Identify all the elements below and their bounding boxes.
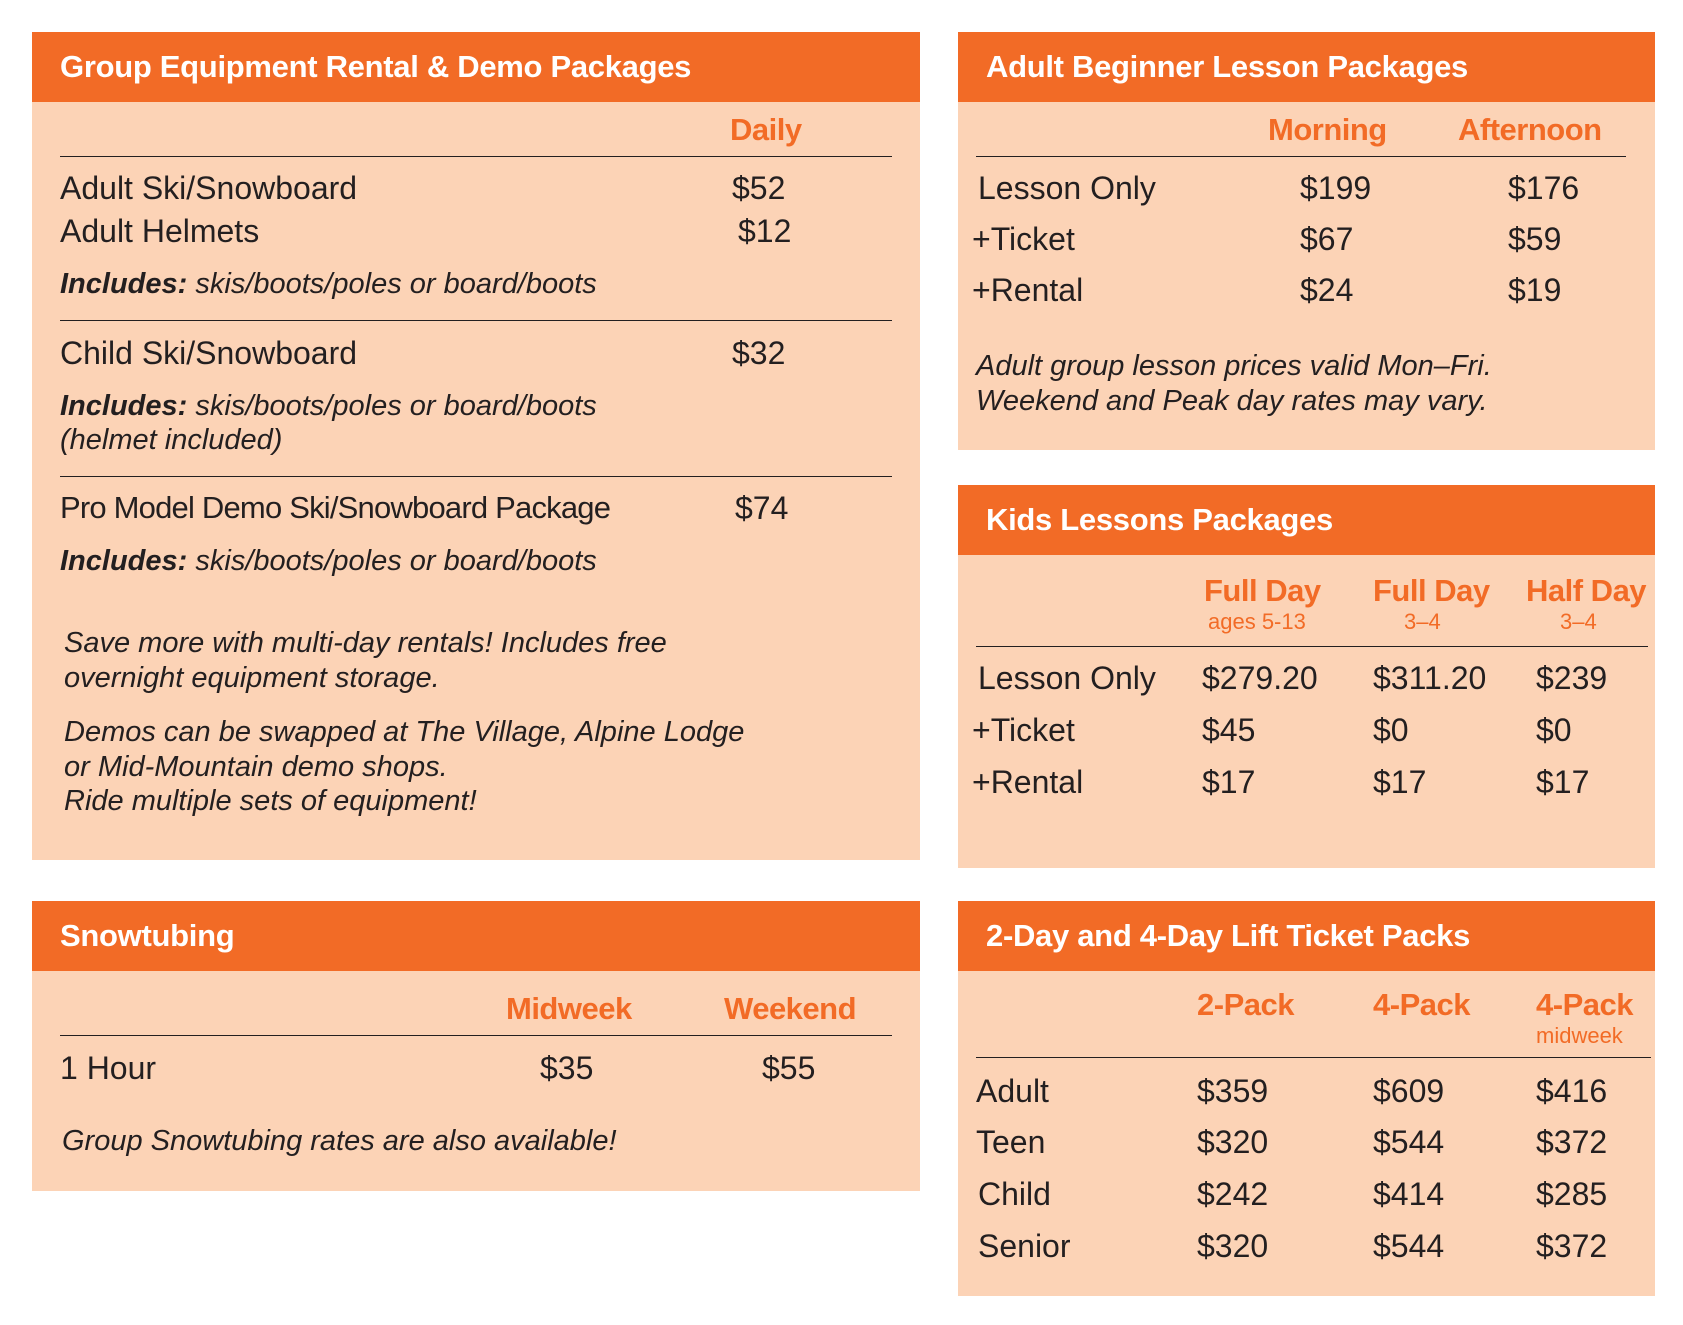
kids-row-3-v1: $17 bbox=[1202, 764, 1256, 800]
rental-note1-line1: Save more with multi-day rentals! Includes free bbox=[64, 627, 667, 659]
rental-card bbox=[32, 32, 920, 860]
kids-col-2: Full Day bbox=[1373, 573, 1490, 608]
rental-col-daily: Daily bbox=[730, 112, 802, 147]
rental-pro-model-price: $74 bbox=[735, 490, 789, 526]
lift-row-3-v2: $414 bbox=[1373, 1176, 1445, 1212]
rental-child-ski-price: $32 bbox=[732, 335, 786, 371]
rental-adult-helmets-label: Adult Helmets bbox=[60, 213, 260, 249]
rental-note2-line1: Demos can be swapped at The Village, Alpine Lodge bbox=[64, 716, 745, 748]
lift-packs-card bbox=[958, 901, 1655, 1296]
kids-row-3-v2: $17 bbox=[1373, 764, 1427, 800]
rental-note2-line2: or Mid-Mountain demo shops. bbox=[64, 751, 448, 783]
pro-includes-text: skis/boots/poles or board/boots bbox=[187, 545, 597, 577]
snowtubing-weekend-price: $55 bbox=[762, 1050, 816, 1086]
lift-col-4pack-midweek-sub: midweek bbox=[1536, 1023, 1623, 1048]
lift-row-1-v3: $416 bbox=[1536, 1073, 1608, 1109]
kids-row-1-label: Lesson Only bbox=[978, 660, 1156, 696]
kids-col-1-sub: ages 5-13 bbox=[1208, 609, 1306, 634]
snowtubing-note: Group Snowtubing rates are also available! bbox=[62, 1125, 617, 1157]
adult-lessons-col-morning: Morning bbox=[1268, 112, 1387, 147]
lift-packs-title: 2-Day and 4-Day Lift Ticket Packs bbox=[958, 901, 1655, 971]
rental-adult-helmets-price: $12 bbox=[738, 213, 792, 249]
adult-lessons-note-line2: Weekend and Peak day rates may vary. bbox=[976, 385, 1488, 417]
rental-note2-line3: Ride multiple sets of equipment! bbox=[64, 785, 477, 817]
lift-row-3-v3: $285 bbox=[1536, 1176, 1608, 1212]
snowtubing-row-label: 1 Hour bbox=[60, 1050, 157, 1086]
pro-includes-label: Includes: bbox=[60, 545, 188, 577]
includes-label: Includes: bbox=[60, 268, 188, 300]
rental-title: Group Equipment Rental & Demo Packages bbox=[32, 32, 920, 102]
lift-col-4pack: 4-Pack bbox=[1373, 987, 1470, 1022]
adult-lessons-row-1-label: Lesson Only bbox=[978, 170, 1156, 206]
kids-row-3-label: +Rental bbox=[972, 764, 1084, 800]
rental-rule-2 bbox=[60, 320, 892, 321]
kids-row-1-v3: $239 bbox=[1536, 660, 1608, 696]
adult-lessons-row-1-afternoon: $176 bbox=[1508, 170, 1580, 206]
adult-lessons-header-rule bbox=[976, 156, 1626, 157]
lift-row-2-v3: $372 bbox=[1536, 1124, 1608, 1160]
lift-row-4-label: Senior bbox=[978, 1228, 1071, 1264]
kids-row-2-v1: $45 bbox=[1202, 712, 1256, 748]
lift-row-1-v1: $359 bbox=[1197, 1073, 1269, 1109]
rental-pro-includes bbox=[60, 545, 597, 578]
snowtubing-col-midweek: Midweek bbox=[506, 991, 632, 1026]
rental-adult-includes bbox=[60, 268, 597, 301]
lift-row-2-v1: $320 bbox=[1197, 1124, 1269, 1160]
adult-lessons-note-line1: Adult group lesson prices valid Mon–Fri. bbox=[976, 350, 1492, 382]
adult-lessons-row-2-afternoon: $59 bbox=[1508, 221, 1562, 257]
lift-row-4-v1: $320 bbox=[1197, 1228, 1269, 1264]
kids-row-1-v2: $311.20 bbox=[1373, 660, 1487, 696]
snowtubing-card bbox=[32, 901, 920, 1191]
rental-child-ski-label: Child Ski/Snowboard bbox=[60, 335, 358, 371]
kids-row-2-v2: $0 bbox=[1373, 712, 1409, 748]
snowtubing-title: Snowtubing bbox=[32, 901, 920, 971]
adult-lessons-row-2-morning: $67 bbox=[1300, 221, 1354, 257]
rental-header-rule bbox=[60, 156, 892, 157]
rental-pro-model-label: Pro Model Demo Ski/Snowboard Package bbox=[60, 490, 611, 525]
child-includes-text: skis/boots/poles or board/boots bbox=[187, 390, 597, 422]
adult-lessons-card bbox=[958, 32, 1655, 450]
lift-header-rule bbox=[976, 1057, 1651, 1058]
lift-row-1-v2: $609 bbox=[1373, 1073, 1445, 1109]
kids-header-rule bbox=[976, 646, 1648, 647]
kids-col-2-sub: 3–4 bbox=[1404, 609, 1441, 634]
lift-row-3-v1: $242 bbox=[1197, 1176, 1269, 1212]
kids-row-2-v3: $0 bbox=[1536, 712, 1572, 748]
snowtubing-midweek-price: $35 bbox=[540, 1050, 594, 1086]
lift-row-4-v3: $372 bbox=[1536, 1228, 1608, 1264]
rental-adult-ski-label: Adult Ski/Snowboard bbox=[60, 170, 358, 206]
rental-rule-3 bbox=[60, 476, 892, 477]
kids-row-3-v3: $17 bbox=[1536, 764, 1590, 800]
lift-row-1-label: Adult bbox=[976, 1073, 1049, 1109]
adult-lessons-col-afternoon: Afternoon bbox=[1458, 112, 1602, 147]
lift-row-4-v2: $544 bbox=[1373, 1228, 1445, 1264]
rental-adult-ski-price: $52 bbox=[732, 170, 786, 206]
lift-row-2-v2: $544 bbox=[1373, 1124, 1445, 1160]
includes-text: skis/boots/poles or board/boots bbox=[187, 268, 597, 300]
rental-note1-line2: overnight equipment storage. bbox=[64, 662, 440, 694]
lift-col-4pack-midweek: 4-Pack bbox=[1536, 987, 1633, 1022]
kids-lessons-card bbox=[958, 485, 1655, 868]
adult-lessons-row-3-label: +Rental bbox=[972, 272, 1084, 308]
kids-row-2-label: +Ticket bbox=[972, 712, 1075, 748]
adult-lessons-row-2-label: +Ticket bbox=[972, 221, 1075, 257]
rental-child-includes bbox=[60, 390, 597, 423]
snowtubing-header-rule bbox=[60, 1035, 892, 1036]
kids-col-3: Half Day bbox=[1526, 573, 1647, 608]
kids-row-1-v1: $279.20 bbox=[1202, 660, 1318, 696]
kids-col-1: Full Day bbox=[1204, 573, 1321, 608]
child-includes-label: Includes: bbox=[60, 390, 188, 422]
adult-lessons-row-3-morning: $24 bbox=[1300, 272, 1354, 308]
lift-col-2pack: 2-Pack bbox=[1197, 987, 1294, 1022]
rental-child-includes-2: (helmet included) bbox=[60, 424, 283, 456]
kids-col-3-sub: 3–4 bbox=[1560, 609, 1597, 634]
adult-lessons-row-1-morning: $199 bbox=[1300, 170, 1372, 206]
lift-row-3-label: Child bbox=[978, 1176, 1051, 1212]
lift-row-2-label: Teen bbox=[976, 1124, 1046, 1160]
adult-lessons-row-3-afternoon: $19 bbox=[1508, 272, 1562, 308]
snowtubing-col-weekend: Weekend bbox=[724, 991, 857, 1026]
adult-lessons-title: Adult Beginner Lesson Packages bbox=[958, 32, 1655, 102]
kids-lessons-title: Kids Lessons Packages bbox=[958, 485, 1655, 555]
